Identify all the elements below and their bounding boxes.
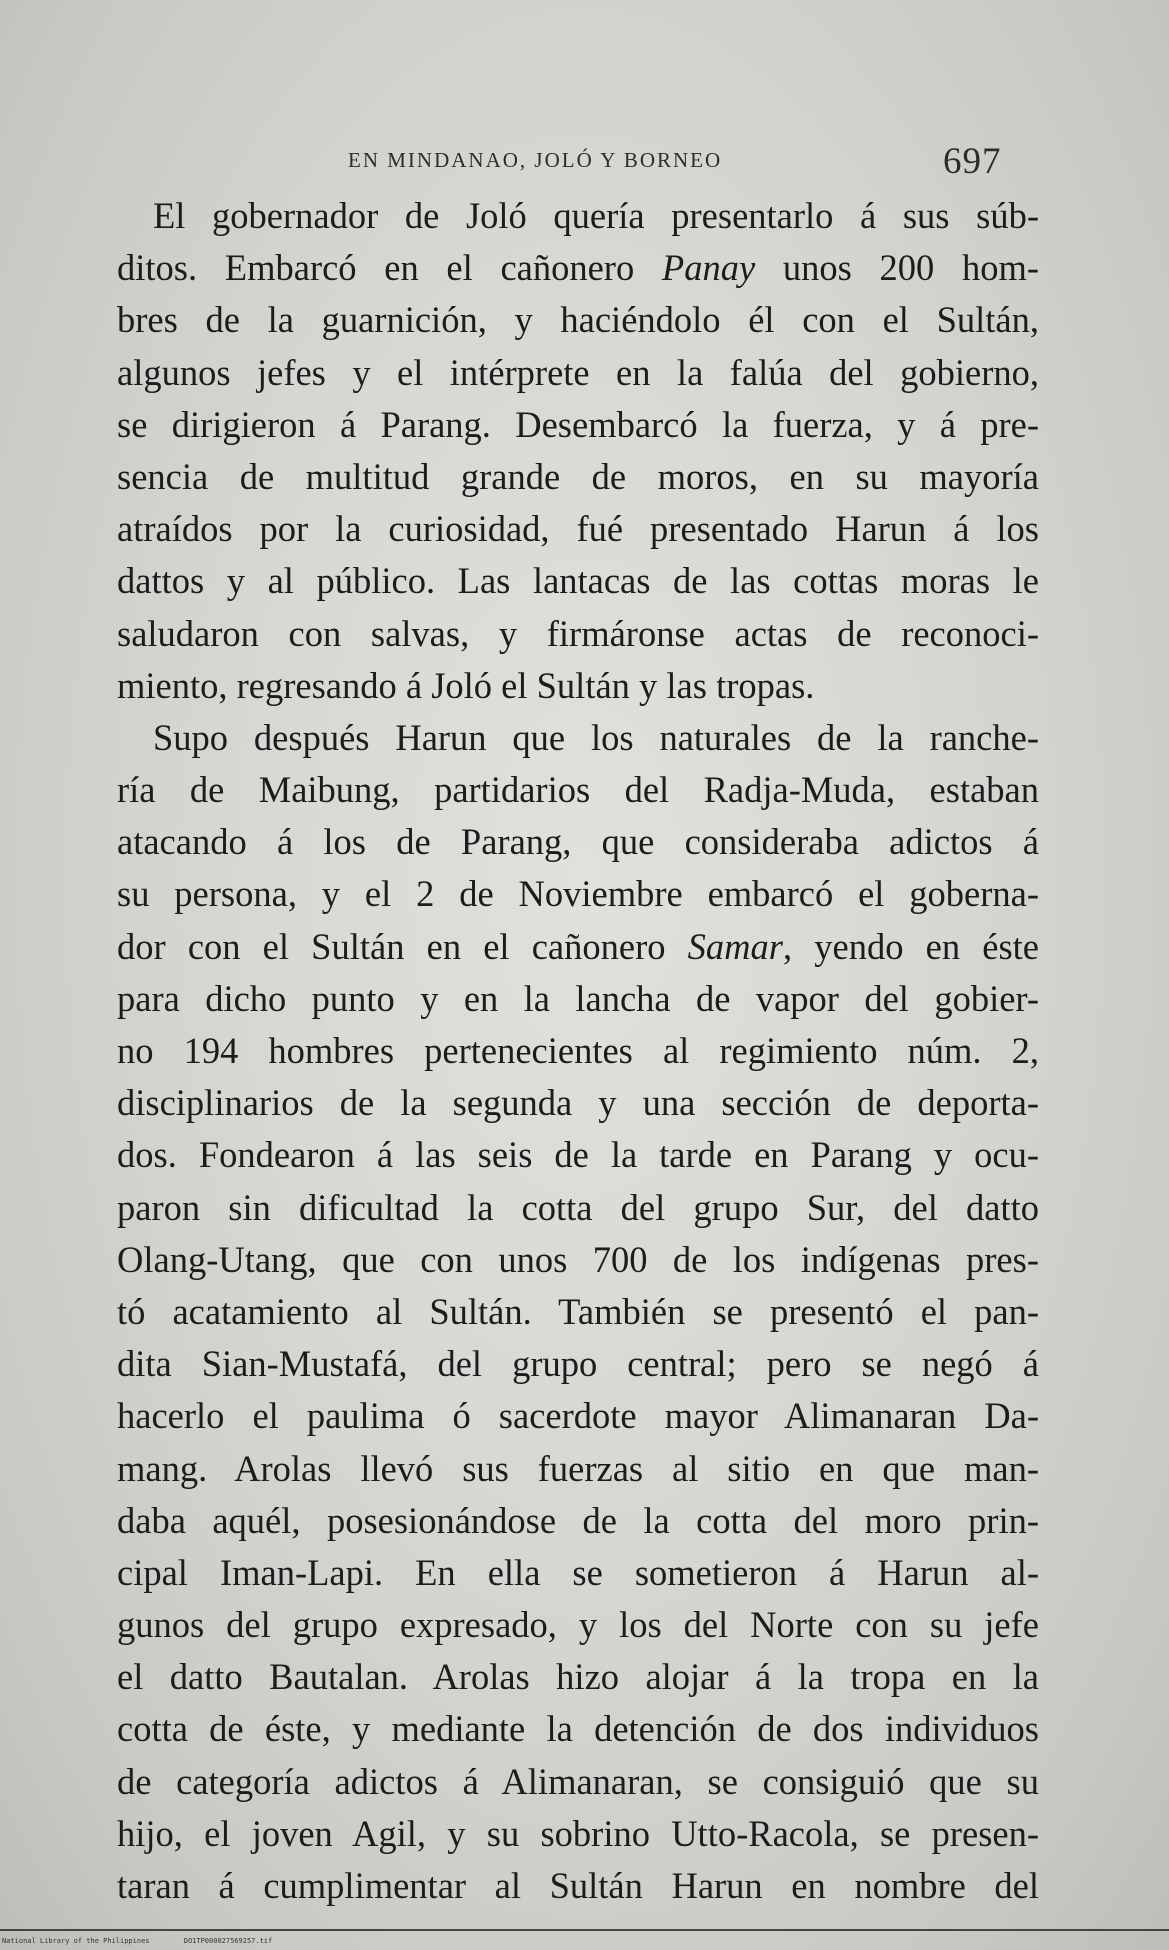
text-line: atraídos por la curiosidad, fué presentado Harun á los [117,508,1039,550]
library-credit: National Library of the Philippines [2,1937,150,1945]
text-line: dos. Fondearon á las seis de la tarde en Parang y ocu- [117,1134,1039,1176]
text-line: no 194 hombres pertenecientes al regimiento núm. 2, [117,1030,1039,1071]
text-line: se dirigieron á Parang. Desembarcó la fuerza, y á pre- [117,403,1039,445]
text-line: cotta de éste, y mediante la detención de dos individuos [117,1708,1039,1750]
text-line: paron sin dificultad la cotta del grupo Sur, del datto [117,1186,1039,1228]
running-title: EN MINDANAO, JOLÓ Y BORNEO [348,148,723,172]
text-line: hacerlo el paulima ó sacerdote mayor Alimanaran Da- [117,1395,1039,1437]
text-line: dita Sian-Mustafá, del grupo central; pero se negó á [117,1343,1039,1385]
text-line: El gobernador de Joló quería presentarlo á sus súb- [153,195,1039,236]
text-line: hijo, el joven Agil, y su sobrino Utto-Racola, se presen- [117,1812,1039,1854]
text-line: de categoría adictos á Alimanaran, se consiguió que su [117,1760,1039,1802]
text-line: ría de Maibung, partidarios del Radja-Muda, estaban [117,769,1039,811]
text-line: atacando á los de Parang, que consideraba adictos á [117,821,1039,863]
text-line: Olang-Utang, que con unos 700 de los indígenas pres- [117,1238,1039,1280]
text-line: gunos del grupo expresado, y los del Norte con su jefe [117,1604,1039,1646]
text-line: taran á cumplimentar al Sultán Harun en nombre del [117,1865,1039,1906]
text-line: dor con el Sultán en el cañonero Samar, yendo en éste [117,925,1039,967]
running-head [348,140,1048,180]
text-line: el datto Bautalan. Arolas hizo alojar á la tropa en la [117,1656,1039,1698]
text-line: ditos. Embarcó en el cañonero Panay unos 200 hom- [117,247,1040,289]
text-line: para dicho punto y en la lancha de vapor del gobier- [117,977,1039,1019]
text-line: Supo después Harun que los naturales de la ranche- [153,716,1039,758]
text-line: tó acatamiento al Sultán. También se presentó el pan- [117,1290,1039,1332]
bottom-border [0,1929,1169,1931]
text-line: su persona, y el 2 de Noviembre embarcó el goberna- [117,873,1039,915]
text-line: algunos jefes y el intérprete en la falúa del gobierno, [117,351,1039,393]
text-line: disciplinarios de la segunda y una sección de deporta- [117,1082,1039,1124]
text-line: mang. Arolas llevó sus fuerzas al sitio en que man- [117,1447,1039,1489]
scan-footer [2,1937,302,1945]
text-line: bres de la guarnición, y haciéndolo él con el Sultán, [117,299,1039,341]
text-line: miento, regresando á Joló el Sultán y las tropas. [117,664,815,706]
text-line: dattos y al público. Las lantacas de las cottas moras le [117,560,1039,602]
text-line: daba aquél, posesionándose de la cotta del moro prin- [117,1499,1039,1541]
text-line: cipal Iman-Lapi. En ella se sometieron á Harun al- [117,1551,1039,1593]
body-text [117,190,1039,1912]
page-number: 697 [943,141,1002,182]
file-id: DO1TP000027569257.tif [183,1937,273,1945]
text-line: sencia de multitud grande de moros, en su mayoría [117,455,1039,497]
text-line: saludaron con salvas, y firmáronse actas de reconoci- [117,612,1039,654]
